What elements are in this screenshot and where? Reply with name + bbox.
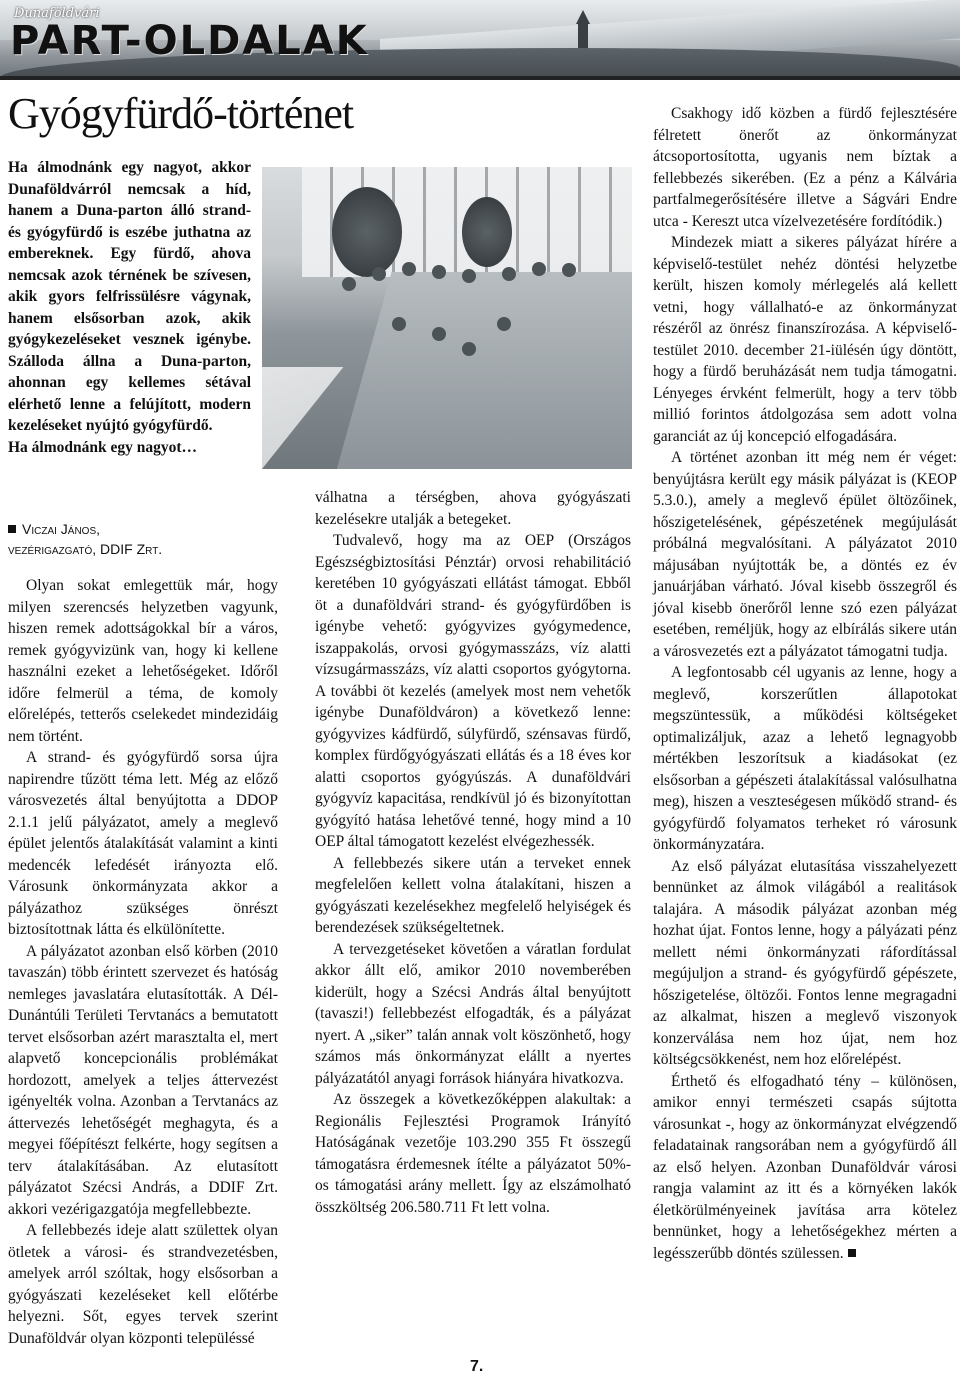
publication-brand: Dunaföldvári	[14, 6, 100, 21]
article-column-1	[8, 575, 278, 1349]
photo-bather	[372, 267, 386, 281]
final-paragraph-text: Érthető és elfogadható tény – különösen, amikor ennyi természeti csapás sújtotta városunkat -, hogy az önkormányzat elvégzendő feladatainak rangsorában nem a gyógyfürdő áll az első helyen. Azonban Dunaföldvár városi rangja valamint az itt és a környéken lakók életkörülményeinek javítása arra kötelez bennünket, hogy a lehetőségekhez mérten a legésszerűbb döntés szülessen.	[653, 1072, 957, 1262]
section-title: PART-OLDALAK	[10, 18, 369, 64]
photo-bather	[342, 277, 356, 291]
article-lead	[8, 157, 251, 458]
article-column-2	[315, 487, 631, 1218]
photo-plant	[462, 197, 512, 267]
photo-plant	[332, 187, 402, 277]
author-title: vezérigazgató, DDIF Zrt.	[8, 541, 163, 557]
photo-bather	[402, 262, 416, 276]
pool-photo	[262, 167, 632, 469]
photo-bather	[497, 317, 511, 331]
end-mark-icon	[848, 1249, 856, 1257]
article-title: Gyógyfürdő-történet	[8, 89, 354, 138]
column-paragraph: A fellebbezés sikere után a terveket ennek megfelelően kellett volna átalakítani, hiszen a gyógyászati kezelésekhez megfelelő helyiségek és berendezések szükségeltetnek.	[315, 854, 631, 936]
photo-bather	[562, 263, 576, 277]
photo-bather	[392, 317, 406, 331]
column-paragraph: A történet azonban itt még nem ér véget: benyújtásra került egy másik pályázat is (KEOP 5.3.0.), amely a meglevő épület öltözőinek, hőszigetelésének, gépészetének megújulását próbálná megvalósítani. A pályázatot 2010 májusában nyújtották be, a döntés ez év januárjában várható. Jóval kisebb összegről és jóval kisebb önerőről lenne szó ezen pályázat esetében, reméljük, hogy az elbírálás sikere után a városvezetés ezt a pályázatot támogatni tudja.	[653, 449, 957, 660]
lead-paragraph: Ha álmodnánk egy nagyot, akkor Dunaföldvárról nemcsak a híd, hanem a Duna-parton álló strand- és gyógyfürdő is eszébe juthatna az embereknek. Egy fürdő, ahova nemcsak azok térnének be szívesen, akik gyors felfrissülésre vágynak, hanem elsősorban azok, akik gyógykezeléseket vesznek igénybe. Szálloda állna a Duna-parton, ahonnan egy kellemes sétával elérhető lenne a felújított, modern kezeléseket nyújtó gyógyfürdő.	[8, 159, 251, 434]
photo-bather	[462, 342, 476, 356]
column-paragraph: A tervezgetéseket követően a váratlan fordulat akkor állt elő, amikor 2010 novemberében kiderült, hogy a Szécsi András által benyújtott (tavaszi!) fellebbezést elfogadták, és a pályázat nyert. A „siker” talán annak volt köszönhető, hogy számos más önkormányzat elállt a nyertes pályázatától anyagi források hiányára hivatkozva.	[315, 940, 631, 1087]
column-paragraph: A fellebbezés ideje alatt születtek olyan ötletek a városi- és strandvezetésben, amelyek arról szóltak, hogy elsősorban a gyógyászati kezeléseket kell előtérbe helyezni. Sőt, egyes tervek szerint Dunaföldvár olyan központi településsé	[8, 1222, 278, 1347]
photo-bather	[502, 267, 516, 281]
masthead-rule	[0, 76, 960, 80]
photo-bather	[532, 262, 546, 276]
author-name: Viczai János,	[22, 521, 101, 537]
column-paragraph: A pályázatot azonban első körben (2010 tavaszán) több érintett szervezet és hatóság nemleges javaslatára elutasították. A Dél-Dunántúli Területi Tervtanács a bemutatott tervet elsősorban azért marasztalta el, mert alapvető koncepcionális problémákat hordozott, amelyek a teljes áttervezést igényelték volna. Azonban a Tervtanács az áttervezés lehetőségét meghagyta, és a megyei főépítészt felkérte, hogy segítsen a terv átalakításában. Az elutasított pályázatot Szécsi András, a DDIF Zrt. akkori vezérigazgatója megfellebbezte.	[8, 942, 278, 1218]
column-paragraph: Olyan sokat emlegettük már, hogy milyen szerencsés helyzetben vagyunk, hiszen remek adottságokkal bír a város, remek gyógyvizünk van, hogy ki kellene használni ezeket a lehetőségeket. Időről időre felmerül a téma, de komoly előrelépés, tetterős cselekedet mindezidáig nem történt.	[8, 577, 278, 745]
author-byline	[8, 519, 268, 559]
column-paragraph: Az összegek a következőképpen alakultak: a Regionális Fejlesztési Programok Irányító Hatóságának vezetője 103.290 355 Ft összegű támogatásra érdemesnek ítélte a pályázatot 50%-os támogatási arány mellett. Így az elszámolható összköltség 206.580.711 Ft lett volna.	[315, 1091, 631, 1216]
photo-bather	[432, 327, 446, 341]
column-paragraph: Mindezek miatt a sikeres pályázat hírére a képviselő-testület nehéz döntési helyzetbe került, hiszen komoly mérlegelés alá kellett vetni, hogy vállalható-e az önkormányzat részéről az önrész finanszírozása. A képviselő-testület 2010. december 21-iülésén úgy döntött, hogy a fürdő beruházását nem tudja támogatni. Lényeges érvként felmerült, hogy a terv több millió forintos átdolgozása sem adott volna garanciát az új koncepció elfogadására.	[653, 234, 957, 445]
column-paragraph: Tudvalevő, hogy ma az OEP (Országos Egészségbiztosítási Pénztár) orvosi rehabilitáció keretében 10 gyógyászati ellátást támogat. Ebből öt a dunaföldvári strand- és gyógyfürdőben is igénybe vehető: gyógyvizes gyógymedence, iszappakolás, orvosi gyógymasszázs, víz alatti vízsugármasszázs, víz alatti csoportos gyógytorna. A további öt kezelés (amelyek most nem vehetők igénybe Dunaföldváron) a következő lenne: gyógyvizes kádfürdő, súlyfürdő, szénsavas fürdő, komplex fürdőgyógyászati ellátás és a 18 éves kor alatti csoportos gyógyúszás. A dunaföldvári gyógyvíz kapacitása, rendkívül jó és bizonyítottan gyógyító hatása lehetővé tenné, hogy mind a 10 OEP által támogatott kezelést elvégezhessék.	[315, 532, 631, 850]
bullet-square-icon	[8, 525, 16, 533]
masthead	[0, 0, 960, 80]
photo-bather	[462, 269, 476, 283]
column-paragraph: A strand- és gyógyfürdő sorsa újra napirendre tűzött téma lett. Még az előző városvezetés által benyújtotta a DDOP 2.1.1 jelű pályázatot, amely a meglevő épület jelentős átalakítását valamint a kinti medencék lefedését irányozta elő. Városunk önkormányzata akkor a pályázathoz szükséges önrészt biztosítottnak látta és elkülönítette.	[8, 749, 278, 938]
column-paragraph: válhatna a térségben, ahova gyógyászati kezelésekre utalják a betegeket.	[315, 489, 631, 528]
lead-tail: Ha álmodnánk egy nagyot…	[8, 438, 198, 456]
article-column-3	[653, 103, 957, 1264]
column-paragraph	[653, 1071, 957, 1265]
column-paragraph: Az első pályázat elutasítása visszahelyezett bennünket az álmok világából a realitások talajára. A második pályázat azonban még hozhat újat. Fontos lenne, hogy a pályázati pénz mellett némi önkormányzati ráfordítással megújuljon a strand- és gyógyfürdő gépészete, hőszigetelése, öltözői. Fontos lenne megragadni az alkalmat, hiszen a meglevő viszonyok konzerválása nem hoz újat, nem hoz költségcsökkenést, nem hoz előrelépést.	[653, 857, 957, 1068]
column-paragraph: A legfontosabb cél ugyanis az lenne, hogy a meglevő, korszerűtlen állapotokat megszüntessük, a működési költségeket optimalizáljuk, azaz a lehető legnagyobb mértékben leszorítsuk a kiadásokat (ez elsősorban a gépészeti átalakítással valósulhatna meg), hiszen a veszteségesen működő strand- és gyógyfürdő folyamatos terheket ró városunk önkormányzatára.	[653, 664, 957, 853]
column-paragraph: Csakhogy idő közben a fürdő fejlesztésére félretett önerőt az önkormányzat átcsoportosította, ugyanis nem bíztak a fellebbezés sikerében. (Ez a pénz a Kálvária partfalmegerősítésére illetve a Ságvári Endre utca - Kereszt utca vízelvezetésére fordítódik.)	[653, 105, 957, 230]
photo-bather	[432, 265, 446, 279]
page-number: 7.	[470, 1358, 484, 1375]
